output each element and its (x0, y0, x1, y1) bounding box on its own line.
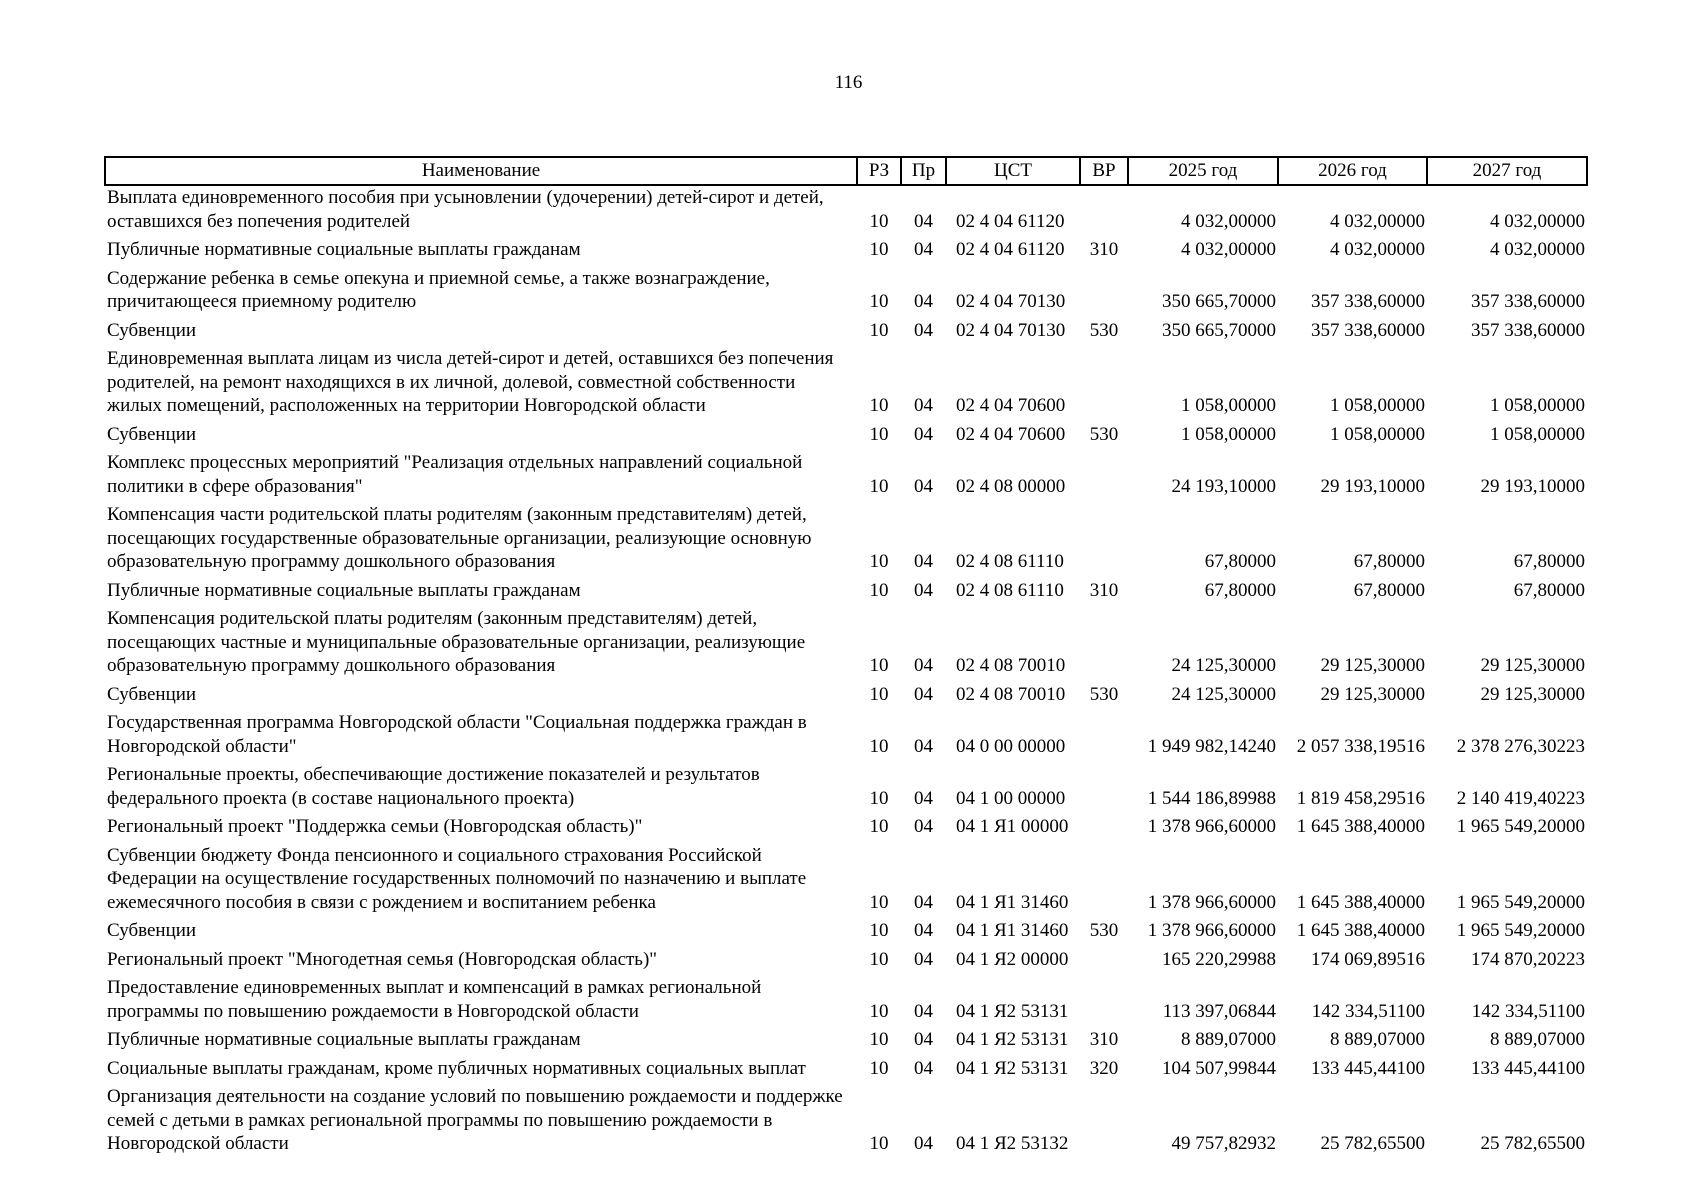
table-row (105, 267, 1587, 319)
table-row (105, 185, 1587, 238)
cell-2025: 350 665,70000 (1162, 319, 1276, 341)
table-row (105, 683, 1587, 712)
cell-2027: 357 338,60000 (1471, 291, 1585, 312)
cell-name: Субвенции (107, 683, 197, 705)
cell-2027: 29 193,10000 (1480, 475, 1585, 497)
cell-2025: 104 507,99844 (1162, 1057, 1276, 1079)
cell-2027: 4 032,00000 (1490, 239, 1585, 260)
cell-cst: 02 4 04 70130 (956, 291, 1066, 312)
cell-2026: 1 819 458,29516 (1296, 787, 1425, 809)
cell-pr: 04 (914, 551, 933, 572)
cell-name: Региональные проекты, обеспечивающие достижение показателей и результатов федерального проекта (в составе национального проекта) (107, 764, 760, 809)
cell-2026: 1 645 388,40000 (1296, 920, 1425, 941)
header-2026: 2026 год (1278, 157, 1427, 185)
cell-name: Предоставление единовременных выплат и компенсаций в рамках региональной программы по повышению рождаемости в Новгородской области (107, 977, 762, 1022)
cell-name: Государственная программа Новгородской области "Социальная поддержка граждан в Новгородской области" (107, 712, 807, 757)
cell-rz: 10 (869, 948, 889, 970)
cell-pr: 04 (914, 787, 933, 809)
cell-2026: 8 889,07000 (1330, 1029, 1425, 1050)
cell-cst: 02 4 04 70600 (956, 423, 1066, 445)
cell-pr: 04 (914, 579, 933, 601)
cell-name: Региональный проект "Многодетная семья (Новгородская область)" (107, 948, 658, 970)
cell-pr: 04 (914, 319, 933, 341)
cell-rz: 10 (869, 475, 889, 497)
cell-pr: 04 (914, 655, 933, 676)
cell-2027: 25 782,65500 (1480, 1133, 1585, 1154)
header-rz: РЗ (857, 157, 901, 185)
table-row (105, 948, 1587, 977)
header-2027: 2027 год (1427, 157, 1587, 185)
cell-vr (1080, 976, 1128, 1028)
cell-vr (1080, 844, 1128, 920)
cell-vr (1080, 607, 1128, 683)
cell-rz: 10 (869, 891, 889, 913)
table-row (105, 1085, 1587, 1161)
cell-vr: 320 (1089, 1057, 1119, 1079)
cell-2027: 29 125,30000 (1480, 655, 1585, 676)
cell-pr: 04 (914, 1029, 933, 1050)
cell-vr: 310 (1089, 579, 1119, 601)
cell-2027: 142 334,51100 (1471, 1000, 1585, 1022)
table-row (105, 423, 1587, 452)
cell-vr (1080, 347, 1128, 423)
cell-2026: 2 057 338,19516 (1296, 735, 1425, 757)
table-row (105, 919, 1587, 948)
cell-2025: 49 757,82932 (1171, 1133, 1276, 1154)
cell-2026: 4 032,00000 (1330, 239, 1425, 260)
cell-vr: 310 (1089, 239, 1119, 260)
cell-2026: 29 193,10000 (1320, 475, 1425, 497)
table-header (105, 157, 1587, 185)
header-cst: ЦСТ (946, 157, 1080, 185)
table-row (105, 1028, 1587, 1057)
cell-cst: 04 1 Я1 00000 (956, 816, 1069, 837)
table-row (105, 1057, 1587, 1086)
cell-2027: 29 125,30000 (1480, 683, 1585, 705)
table-row (105, 815, 1587, 844)
cell-2025: 1 058,00000 (1181, 395, 1276, 416)
cell-vr (1080, 948, 1128, 977)
cell-name: Содержание ребенка в семье опекуна и приемной семье, а также вознаграждение, причитающееся приемному родителю (107, 267, 770, 312)
cell-2027: 8 889,07000 (1490, 1029, 1585, 1050)
cell-pr: 04 (914, 891, 933, 913)
cell-pr: 04 (914, 816, 933, 837)
cell-2025: 67,80000 (1204, 579, 1276, 601)
cell-2027: 357 338,60000 (1471, 319, 1585, 341)
table-row (105, 844, 1587, 920)
cell-2027: 1 058,00000 (1490, 395, 1585, 416)
cell-rz: 10 (869, 1029, 889, 1050)
cell-2026: 133 445,44100 (1311, 1057, 1425, 1079)
cell-pr: 04 (914, 1000, 933, 1022)
table-row (105, 319, 1587, 348)
cell-pr: 04 (914, 291, 933, 312)
cell-pr: 04 (914, 1133, 933, 1154)
table-row (105, 763, 1587, 815)
cell-2025: 350 665,70000 (1162, 291, 1276, 312)
cell-rz: 10 (869, 683, 889, 705)
cell-2027: 174 870,20223 (1471, 948, 1585, 970)
cell-pr: 04 (914, 475, 933, 497)
cell-name: Комплекс процессных мероприятий "Реализация отдельных направлений социальной политики в сфере образования" (107, 452, 803, 497)
table-row (105, 711, 1587, 763)
header-name: Наименование (105, 157, 857, 185)
cell-pr: 04 (914, 239, 933, 260)
cell-pr: 04 (914, 395, 933, 416)
cell-vr: 530 (1089, 319, 1119, 341)
cell-name: Выплата единовременного пособия при усыновлении (удочерении) детей-сирот и детей, оставшихся без попечения родителей (107, 187, 824, 232)
cell-cst: 02 4 08 61110 (956, 579, 1064, 601)
cell-2026: 1 645 388,40000 (1296, 891, 1425, 913)
cell-pr: 04 (914, 735, 933, 757)
header-vr: ВР (1080, 157, 1128, 185)
cell-vr (1080, 267, 1128, 319)
cell-cst: 04 0 00 00000 (956, 735, 1066, 757)
header-pr: Пр (901, 157, 946, 185)
table-row (105, 238, 1587, 267)
cell-name: Социальные выплаты гражданам, кроме публичных нормативных социальных выплат (107, 1057, 806, 1079)
cell-name: Публичные нормативные социальные выплаты гражданам (107, 579, 581, 601)
table-row (105, 503, 1587, 579)
cell-cst: 04 1 Я2 53131 (956, 1029, 1069, 1050)
cell-cst: 02 4 08 61110 (956, 551, 1064, 572)
cell-2025: 165 220,29988 (1162, 948, 1276, 970)
cell-pr: 04 (914, 210, 933, 232)
cell-name: Региональный проект "Поддержка семьи (Новгородская область)" (107, 816, 643, 837)
cell-cst: 04 1 Я1 31460 (956, 920, 1069, 941)
page-number: 116 (834, 72, 863, 93)
cell-2027: 67,80000 (1513, 579, 1585, 601)
cell-2025: 24 125,30000 (1171, 683, 1276, 705)
cell-2025: 24 193,10000 (1171, 475, 1276, 497)
cell-cst: 04 1 Я2 53131 (956, 1057, 1069, 1079)
cell-rz: 10 (869, 1057, 889, 1079)
cell-name: Компенсация родительской платы родителям (законным представителям) детей, посещающих частные и муниципальные образовательные организации, реализующие образовательную программу дошкольного образования (107, 608, 806, 676)
cell-name: Публичные нормативные социальные выплаты гражданам (107, 1029, 581, 1050)
cell-rz: 10 (869, 787, 889, 809)
budget-table (104, 156, 1588, 1161)
cell-rz: 10 (869, 735, 889, 757)
cell-2027: 1 058,00000 (1490, 423, 1585, 445)
cell-cst: 02 4 04 70600 (956, 395, 1066, 416)
cell-rz: 10 (869, 1000, 889, 1022)
cell-2026: 357 338,60000 (1311, 291, 1425, 312)
cell-vr: 530 (1089, 683, 1119, 705)
cell-cst: 04 1 Я2 53131 (956, 1000, 1069, 1022)
cell-2026: 1 058,00000 (1330, 423, 1425, 445)
cell-2026: 25 782,65500 (1320, 1133, 1425, 1154)
cell-cst: 02 4 08 70010 (956, 655, 1066, 676)
cell-rz: 10 (869, 655, 889, 676)
header-2025: 2025 год (1128, 157, 1278, 185)
cell-rz: 10 (869, 239, 889, 260)
cell-2027: 2 140 419,40223 (1456, 787, 1585, 809)
cell-rz: 10 (869, 395, 889, 416)
cell-cst: 02 4 04 61120 (956, 239, 1065, 260)
cell-rz: 10 (869, 816, 889, 837)
cell-name: Субвенции (107, 920, 197, 941)
cell-name: Субвенции бюджету Фонда пенсионного и социального страхования Российской Федерации на осуществление государственных полномочий по назначению и выплате ежемесячного пособия в связи с рождением и воспитанием ребенка (107, 844, 807, 913)
cell-pr: 04 (914, 948, 933, 970)
cell-rz: 10 (869, 319, 889, 341)
table-row (105, 976, 1587, 1028)
cell-2025: 113 397,06844 (1162, 1000, 1276, 1022)
cell-2026: 142 334,51100 (1311, 1000, 1425, 1022)
cell-2026: 29 125,30000 (1320, 655, 1425, 676)
cell-name: Компенсация части родительской платы родителям (законным представителям) детей, посещающих государственные образовательные организации, реализующие основную образовательную программу дошкольного образования (107, 504, 812, 572)
cell-rz: 10 (869, 291, 889, 312)
cell-name: Организация деятельности на создание условий по повышению рождаемости и поддержке семей с детьми в рамках региональной программы по повышению рождаемости в Новгородской области (107, 1086, 843, 1154)
cell-2025: 4 032,00000 (1181, 210, 1276, 232)
cell-vr (1080, 763, 1128, 815)
cell-2026: 4 032,00000 (1330, 210, 1425, 232)
cell-vr (1080, 1085, 1128, 1161)
cell-vr (1080, 185, 1128, 238)
cell-2025: 1 949 982,14240 (1147, 735, 1276, 757)
cell-2026: 67,80000 (1353, 551, 1425, 572)
table-row (105, 607, 1587, 683)
cell-2026: 1 645 388,40000 (1296, 816, 1425, 837)
cell-2025: 1 058,00000 (1181, 423, 1276, 445)
table-row (105, 451, 1587, 503)
cell-2026: 29 125,30000 (1320, 683, 1425, 705)
cell-cst: 04 1 Я2 00000 (956, 948, 1069, 970)
cell-cst: 04 1 Я2 53132 (956, 1133, 1069, 1154)
cell-name: Единовременная выплата лицам из числа детей-сирот и детей, оставшихся без попечения родителей, на ремонт находящихся в их личной, долевой, совместной собственности жилых помещений, расположенных на территории Новгородской области (107, 348, 834, 416)
cell-vr: 530 (1089, 920, 1119, 941)
cell-2027: 133 445,44100 (1471, 1057, 1585, 1079)
cell-2025: 67,80000 (1204, 551, 1276, 572)
cell-rz: 10 (869, 551, 889, 572)
table-body (105, 185, 1587, 1161)
cell-2026: 67,80000 (1353, 579, 1425, 601)
cell-2025: 1 378 966,60000 (1147, 816, 1276, 837)
cell-vr (1080, 451, 1128, 503)
cell-2025: 24 125,30000 (1171, 655, 1276, 676)
cell-name: Публичные нормативные социальные выплаты гражданам (107, 239, 581, 260)
cell-rz: 10 (869, 210, 889, 232)
cell-2027: 4 032,00000 (1490, 210, 1585, 232)
cell-vr: 530 (1089, 423, 1119, 445)
cell-cst: 04 1 Я1 31460 (956, 891, 1069, 913)
cell-2026: 1 058,00000 (1330, 395, 1425, 416)
cell-rz: 10 (869, 423, 889, 445)
cell-cst: 02 4 04 61120 (956, 210, 1065, 232)
cell-2025: 8 889,07000 (1181, 1029, 1276, 1050)
cell-2025: 1 544 186,89988 (1147, 787, 1276, 809)
cell-2027: 2 378 276,30223 (1456, 735, 1585, 757)
cell-pr: 04 (914, 423, 933, 445)
cell-2026: 357 338,60000 (1311, 319, 1425, 341)
header-row (105, 157, 1587, 185)
cell-2025: 1 378 966,60000 (1147, 920, 1276, 941)
cell-name: Субвенции (107, 423, 197, 445)
cell-2027: 1 965 549,20000 (1456, 891, 1585, 913)
cell-vr (1080, 503, 1128, 579)
cell-cst: 04 1 00 00000 (956, 787, 1066, 809)
cell-pr: 04 (914, 683, 933, 705)
cell-pr: 04 (914, 920, 933, 941)
cell-cst: 02 4 08 00000 (956, 475, 1066, 497)
cell-cst: 02 4 08 70010 (956, 683, 1066, 705)
cell-vr (1080, 815, 1128, 844)
cell-2027: 1 965 549,20000 (1456, 816, 1585, 837)
table-row (105, 579, 1587, 608)
cell-rz: 10 (869, 1133, 889, 1154)
cell-vr (1080, 711, 1128, 763)
cell-rz: 10 (869, 579, 889, 601)
cell-vr: 310 (1089, 1029, 1119, 1050)
cell-rz: 10 (869, 920, 889, 941)
cell-2026: 174 069,89516 (1311, 948, 1425, 970)
cell-pr: 04 (914, 1057, 933, 1079)
table-row (105, 347, 1587, 423)
cell-2025: 4 032,00000 (1181, 239, 1276, 260)
cell-cst: 02 4 04 70130 (956, 319, 1066, 341)
cell-2027: 1 965 549,20000 (1456, 920, 1585, 941)
cell-2025: 1 378 966,60000 (1147, 891, 1276, 913)
cell-name: Субвенции (107, 319, 197, 341)
cell-2027: 67,80000 (1513, 551, 1585, 572)
